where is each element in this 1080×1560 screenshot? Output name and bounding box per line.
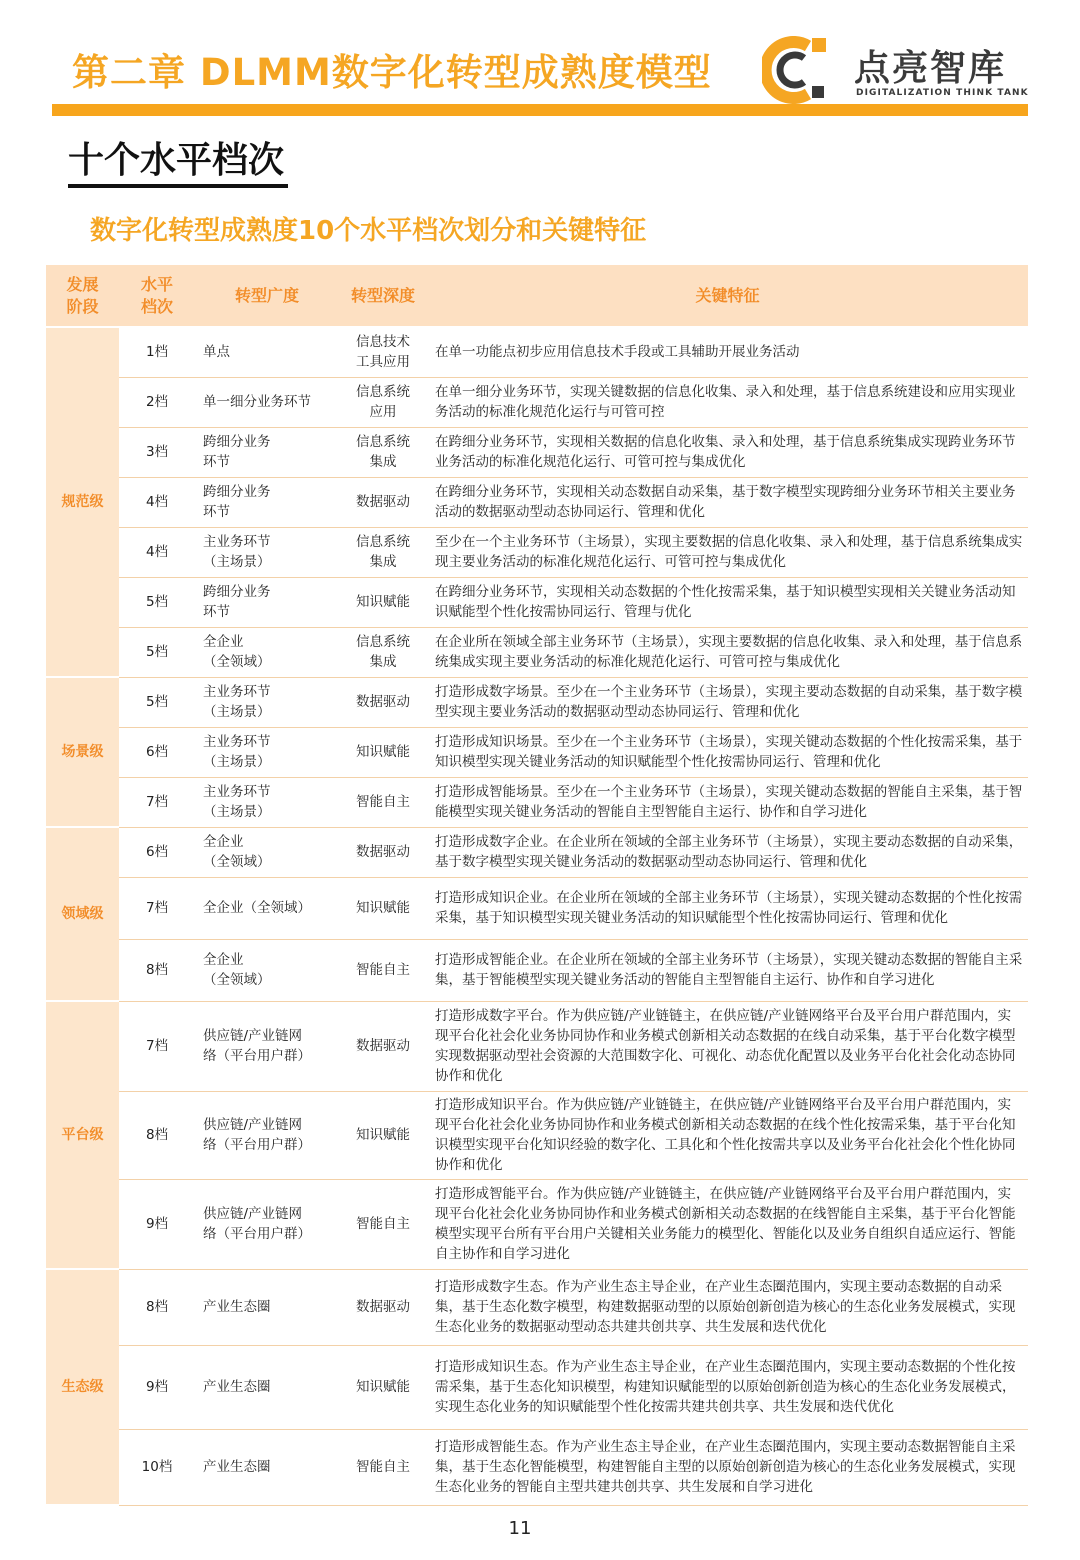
breadth-cell: 跨细分业务 环节 xyxy=(195,427,339,477)
table-row xyxy=(46,677,1028,727)
table-row xyxy=(46,1179,1028,1269)
feature-cell: 打造形成知识生态。作为产业生态主导企业，在产业生态圈范围内，实现主要动态数据的个性化按需采集，基于生态化知识模型，构建知识赋能型的以原始创新创造为核心的生态化业务发展模式，实现生态化业务的知识赋能型个性化按需共建共创共享、共生发展和迭代优化 xyxy=(427,1345,1028,1429)
depth-cell: 智能自主 xyxy=(339,1179,427,1269)
breadth-cell: 跨细分业务 环节 xyxy=(195,477,339,527)
table-row xyxy=(46,627,1028,677)
feature-cell: 打造形成智能企业。在企业所在领域的全部主业务环节（主场景），实现关键动态数据的智能自主采集，基于智能模型实现关键业务活动的智能自主型智能自主运行、协作和自学习进化 xyxy=(427,939,1028,1001)
depth-cell: 信息系统 集成 xyxy=(339,427,427,477)
stage-cell-platform: 平台级 xyxy=(46,1001,119,1269)
feature-cell: 在跨细分业务环节，实现相关动态数据自动采集，基于数字模型实现跨细分业务环节相关主要业务活动的数据驱动型动态协同运行、管理和优化 xyxy=(427,477,1028,527)
feature-cell: 在跨细分业务环节，实现相关动态数据的个性化按需采集，基于知识模型实现相关关键业务活动知识赋能型个性化按需协同运行、管理与优化 xyxy=(427,577,1028,627)
table-row xyxy=(46,1091,1028,1179)
level-cell: 5档 xyxy=(119,677,195,727)
depth-cell: 知识赋能 xyxy=(339,727,427,777)
section-title: 十个水平档次 xyxy=(68,140,285,181)
table-row xyxy=(46,1429,1028,1505)
logo-mark-icon xyxy=(762,36,834,104)
brand-logo xyxy=(762,36,1032,104)
breadth-cell: 产业生态圈 xyxy=(195,1429,339,1505)
header-breadth: 转型广度 xyxy=(195,265,339,327)
feature-cell: 打造形成数字场景。至少在一个主业务环节（主场景），实现主要动态数据的自动采集，基于数字模型实现主要业务活动的数据驱动型动态协同运行、管理和优化 xyxy=(427,677,1028,727)
level-cell: 1档 xyxy=(119,327,195,377)
stage-cell-scenario: 场景级 xyxy=(46,677,119,827)
feature-cell: 打造形成知识企业。在企业所在领域的全部主业务环节（主场景），实现关键动态数据的个性化按需采集，基于知识模型实现关键业务活动的知识赋能型个性化按需协同运行、管理和优化 xyxy=(427,877,1028,939)
logo-chinese-text: 点亮智库 xyxy=(854,48,1007,89)
stage-cell-ecosystem: 生态级 xyxy=(46,1269,119,1505)
depth-cell: 数据驱动 xyxy=(339,827,427,877)
table-row xyxy=(46,427,1028,477)
depth-cell: 知识赋能 xyxy=(339,1345,427,1429)
breadth-cell: 全企业 （全领域） xyxy=(195,827,339,877)
level-cell: 2档 xyxy=(119,377,195,427)
breadth-cell: 主业务环节 （主场景） xyxy=(195,677,339,727)
level-cell: 5档 xyxy=(119,627,195,677)
stage-cell-standard: 规范级 xyxy=(46,327,119,677)
level-cell: 6档 xyxy=(119,727,195,777)
level-cell: 8档 xyxy=(119,1091,195,1179)
header-level-line2: 档次 xyxy=(140,296,173,316)
header-stage xyxy=(46,265,119,327)
depth-cell: 知识赋能 xyxy=(339,577,427,627)
breadth-cell: 单点 xyxy=(195,327,339,377)
depth-cell: 信息系统 集成 xyxy=(339,627,427,677)
depth-cell: 知识赋能 xyxy=(339,877,427,939)
level-cell: 9档 xyxy=(119,1345,195,1429)
level-cell: 4档 xyxy=(119,527,195,577)
header-rule xyxy=(52,104,1028,116)
level-cell: 4档 xyxy=(119,477,195,527)
header-level xyxy=(119,265,195,327)
feature-cell: 在单一细分业务环节，实现关键数据的信息化收集、录入和处理，基于信息系统建设和应用实现业务活动的标准化规范化运行与可管可控 xyxy=(427,377,1028,427)
header-feature: 关键特征 xyxy=(427,265,1028,327)
level-cell: 7档 xyxy=(119,1001,195,1091)
header-stage-line1: 发展 xyxy=(66,274,99,294)
section-underline xyxy=(68,184,288,188)
level-cell: 6档 xyxy=(119,827,195,877)
breadth-cell: 供应链/产业链网 络（平台用户群） xyxy=(195,1091,339,1179)
feature-cell: 至少在一个主业务环节（主场景），实现主要数据的信息化收集、录入和处理，基于信息系统集成实现主要业务活动的标准化规范化运行、可管可控与集成优化 xyxy=(427,527,1028,577)
table-title: 数字化转型成熟度10个水平档次划分和关键特征 xyxy=(90,216,647,246)
depth-cell: 数据驱动 xyxy=(339,1269,427,1345)
header-stage-line2: 阶段 xyxy=(66,296,99,316)
breadth-cell: 供应链/产业链网 络（平台用户群） xyxy=(195,1179,339,1269)
depth-cell: 数据驱动 xyxy=(339,1001,427,1091)
feature-cell: 打造形成数字平台。作为供应链/产业链链主，在供应链/产业链网络平台及平台用户群范围内，实现平台化社会化业务协同协作和业务模式创新相关动态数据的在线自动采集，基于平台化数字模型实现数据驱动型社会资源的大范围数字化、可视化、动态优化配置以及业务平台化社会化动态协同协作和优化 xyxy=(427,1001,1028,1091)
feature-cell: 打造形成智能平台。作为供应链/产业链链主，在供应链/产业链网络平台及平台用户群范围内，实现平台化社会化业务协同协作和业务模式创新相关动态数据的在线智能自主采集，基于平台化智能模型实现平台所有平台用户关键相关业务能力的模型化、智能化以及业务自组织自适应运行、智能自主协作和自学习进化 xyxy=(427,1179,1028,1269)
feature-cell: 打造形成数字企业。在企业所在领域的全部主业务环节（主场景），实现主要动态数据的自动采集，基于数字模型实现关键业务活动的数据驱动型动态协同运行、管理和优化 xyxy=(427,827,1028,877)
table-row xyxy=(46,377,1028,427)
level-cell: 3档 xyxy=(119,427,195,477)
table-row xyxy=(46,477,1028,527)
header-level-line1: 水平 xyxy=(140,274,173,294)
breadth-cell: 主业务环节 （主场景） xyxy=(195,527,339,577)
feature-cell: 在跨细分业务环节，实现相关数据的信息化收集、录入和处理，基于信息系统集成实现跨业务环节业务活动的标准化规范化运行、可管可控与集成优化 xyxy=(427,427,1028,477)
depth-cell: 数据驱动 xyxy=(339,677,427,727)
header-depth: 转型深度 xyxy=(339,265,427,327)
feature-cell: 打造形成数字生态。作为产业生态主导企业，在产业生态圈范围内，实现主要动态数据的自动采集，基于生态化数字模型，构建数据驱动型的以原始创新创造为核心的生态化业务发展模式，实现生态化业务的数据驱动型动态共建共创共享、共生发展和迭代优化 xyxy=(427,1269,1028,1345)
feature-cell: 在企业所在领域全部主业务环节（主场景），实现主要数据的信息化收集、录入和处理，基于信息系统集成实现主要业务活动的标准化规范化运行、可管可控与集成优化 xyxy=(427,627,1028,677)
table-row xyxy=(46,939,1028,1001)
level-cell: 10档 xyxy=(119,1429,195,1505)
chapter-title: 第二章 DLMM数字化转型成熟度模型 xyxy=(72,51,712,94)
depth-cell: 信息系统 应用 xyxy=(339,377,427,427)
level-cell: 8档 xyxy=(119,939,195,1001)
breadth-cell: 单一细分业务环节 xyxy=(195,377,339,427)
level-cell: 5档 xyxy=(119,577,195,627)
feature-cell: 打造形成知识场景。至少在一个主业务环节（主场景），实现关键动态数据的个性化按需采集，基于知识模型实现关键业务活动的知识赋能型个性化按需协同运行、管理和优化 xyxy=(427,727,1028,777)
table-row xyxy=(46,327,1028,377)
breadth-cell: 供应链/产业链网 络（平台用户群） xyxy=(195,1001,339,1091)
level-cell: 9档 xyxy=(119,1179,195,1269)
page-header xyxy=(0,0,1080,120)
table-row xyxy=(46,877,1028,939)
depth-cell: 信息系统 集成 xyxy=(339,527,427,577)
breadth-cell: 产业生态圈 xyxy=(195,1345,339,1429)
table-row xyxy=(46,727,1028,777)
depth-cell: 数据驱动 xyxy=(339,477,427,527)
table-row xyxy=(46,577,1028,627)
breadth-cell: 全企业 （全领域） xyxy=(195,627,339,677)
table-row xyxy=(46,1269,1028,1345)
depth-cell: 智能自主 xyxy=(339,939,427,1001)
depth-cell: 知识赋能 xyxy=(339,1091,427,1179)
page-number: 11 xyxy=(508,1518,532,1539)
feature-cell: 在单一功能点初步应用信息技术手段或工具辅助开展业务活动 xyxy=(427,327,1028,377)
table-row xyxy=(46,827,1028,877)
breadth-cell: 主业务环节 （主场景） xyxy=(195,777,339,827)
breadth-cell: 主业务环节 （主场景） xyxy=(195,727,339,777)
feature-cell: 打造形成知识平台。作为供应链/产业链链主，在供应链/产业链网络平台及平台用户群范围内，实现平台化社会化业务协同协作和业务模式创新相关动态数据的在线个性化按需采集，基于平台化知识模型实现平台化知识经验的数字化、工具化和个性化按需共享以及业务平台化社会化个性化协同协作和优化 xyxy=(427,1091,1028,1179)
logo-english-text: DIGITALIZATION THINK TANK xyxy=(856,88,1029,98)
breadth-cell: 产业生态圈 xyxy=(195,1269,339,1345)
feature-cell: 打造形成智能场景。至少在一个主业务环节（主场景），实现关键动态数据的智能自主采集，基于智能模型实现关键业务活动的智能自主型智能自主运行、协作和自学习进化 xyxy=(427,777,1028,827)
table-row xyxy=(46,1001,1028,1091)
level-cell: 7档 xyxy=(119,777,195,827)
maturity-level-table xyxy=(46,265,1028,1506)
stage-cell-domain: 领域级 xyxy=(46,827,119,1001)
breadth-cell: 全企业 （全领域） xyxy=(195,939,339,1001)
table-row xyxy=(46,1345,1028,1429)
level-cell: 8档 xyxy=(119,1269,195,1345)
feature-cell: 打造形成智能生态。作为产业生态主导企业，在产业生态圈范围内，实现主要动态数据智能自主采集，基于生态化智能模型，构建智能自主型的以原始创新创造为核心的生态化业务发展模式，实现生态化业务的智能自主型共建共创共享、共生发展和自学习进化 xyxy=(427,1429,1028,1505)
breadth-cell: 跨细分业务 环节 xyxy=(195,577,339,627)
table-header-row xyxy=(46,265,1028,327)
depth-cell: 智能自主 xyxy=(339,777,427,827)
depth-cell: 智能自主 xyxy=(339,1429,427,1505)
depth-cell: 信息技术 工具应用 xyxy=(339,327,427,377)
table-row xyxy=(46,527,1028,577)
level-cell: 7档 xyxy=(119,877,195,939)
breadth-cell: 全企业（全领域） xyxy=(195,877,339,939)
table-row xyxy=(46,777,1028,827)
